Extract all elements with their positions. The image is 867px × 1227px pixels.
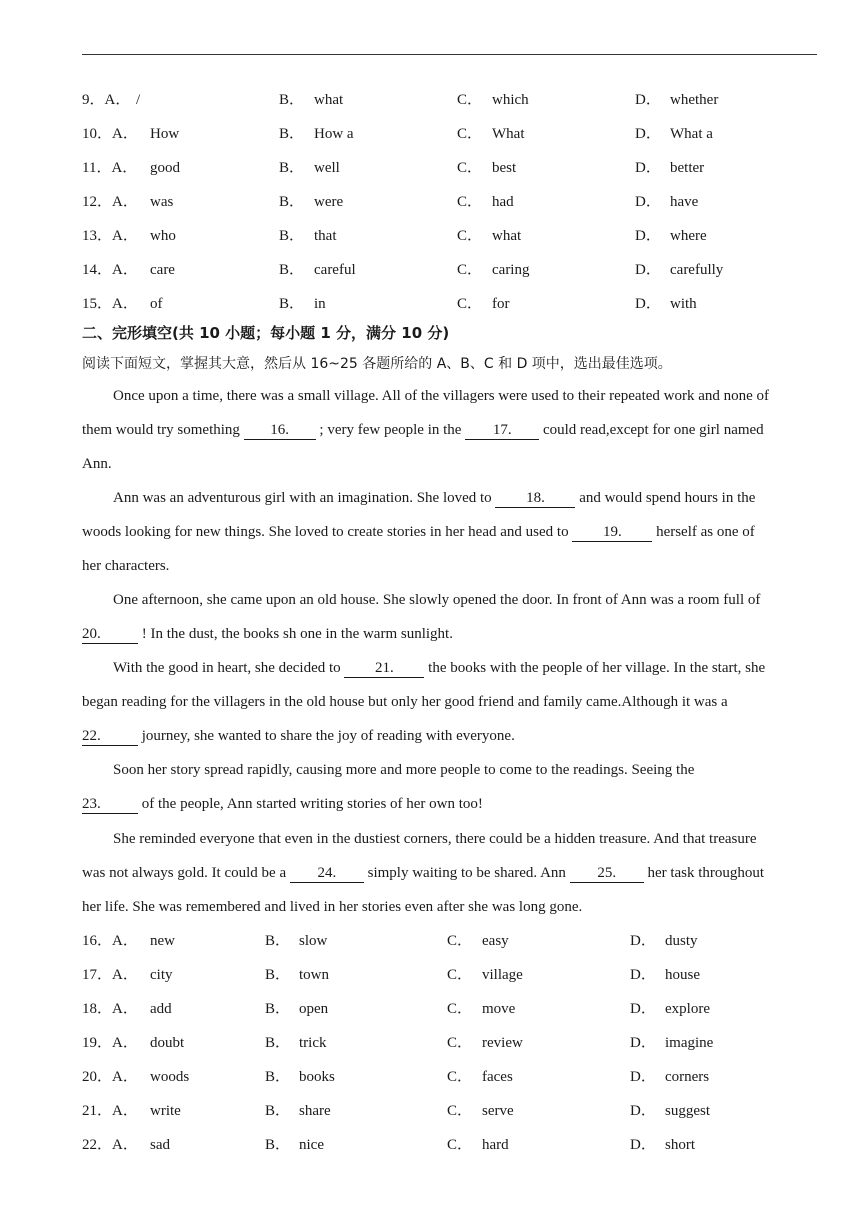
option-b-letter: B． — [279, 92, 305, 108]
option-d[interactable]: better — [670, 160, 705, 176]
blank-17[interactable]: 17. — [465, 421, 539, 440]
question-number: 19．A． — [82, 1035, 138, 1051]
option-b[interactable]: that — [314, 228, 337, 244]
option-a[interactable]: / — [136, 92, 141, 108]
option-c[interactable]: had — [492, 194, 514, 210]
option-b-letter: B． — [265, 1069, 291, 1085]
option-c-letter: C． — [457, 228, 483, 244]
question-row-19 — [0, 1032, 867, 1054]
question-number: 17．A． — [82, 967, 138, 983]
option-c-letter: C． — [457, 92, 483, 108]
option-a[interactable]: How — [150, 126, 180, 142]
option-c[interactable]: move — [482, 1001, 516, 1017]
option-d[interactable]: with — [670, 296, 697, 312]
option-d-letter: D． — [635, 262, 661, 278]
option-c[interactable]: caring — [492, 262, 530, 278]
passage-line: her life. She was remembered and lived in her stories even after she was long gone. — [82, 899, 583, 915]
option-c[interactable]: which — [492, 92, 529, 108]
header-rule — [82, 54, 817, 55]
passage-line: Ann. — [82, 456, 112, 472]
option-c[interactable]: village — [482, 967, 523, 983]
passage-line: 22. journey, she wanted to share the joy of reading with everyone. — [82, 728, 515, 744]
option-b-letter: B． — [279, 194, 305, 210]
question-row-14 — [0, 259, 867, 281]
option-c[interactable]: serve — [482, 1103, 514, 1119]
question-number: 22．A． — [82, 1137, 138, 1153]
option-d-letter: D． — [635, 160, 661, 176]
question-number: 16．A． — [82, 933, 138, 949]
option-a[interactable]: who — [150, 228, 176, 244]
option-c-letter: C． — [447, 933, 473, 949]
passage-line: Soon her story spread rapidly, causing more and more people to come to the readings. Seeing the — [113, 762, 695, 778]
option-b[interactable]: trick — [299, 1035, 327, 1051]
passage-line: 23. of the people, Ann started writing stories of her own too! — [82, 796, 483, 812]
option-c-letter: C． — [447, 967, 473, 983]
option-d[interactable]: have — [670, 194, 699, 210]
question-number: 10．A． — [82, 126, 138, 142]
question-number: 9．A． — [82, 92, 131, 108]
option-a[interactable]: care — [150, 262, 175, 278]
option-c-letter: C． — [447, 1103, 473, 1119]
option-c-letter: C． — [457, 160, 483, 176]
option-d[interactable]: house — [665, 967, 700, 983]
option-b-letter: B． — [265, 1035, 291, 1051]
blank-19[interactable]: 19. — [572, 523, 652, 542]
option-b[interactable]: open — [299, 1001, 329, 1017]
option-d-letter: D． — [630, 1035, 656, 1051]
option-d-letter: D． — [635, 126, 661, 142]
blank-21[interactable]: 21. — [344, 659, 424, 678]
option-a[interactable]: of — [150, 296, 163, 312]
passage-line: woods looking for new things. She loved to create stories in her head and used to 19. herself as one of — [82, 524, 755, 540]
option-b[interactable]: careful — [314, 262, 356, 278]
section-heading: 二、完形填空(共 10 小题；每小题 1 分，满分 10 分) — [82, 324, 450, 342]
option-c-letter: C． — [457, 296, 483, 312]
option-a[interactable]: was — [150, 194, 174, 210]
question-row-20 — [0, 1066, 867, 1088]
blank-25[interactable]: 25. — [570, 864, 644, 883]
option-a[interactable]: add — [150, 1001, 172, 1017]
option-b-letter: B． — [279, 296, 305, 312]
option-d[interactable]: whether — [670, 92, 719, 108]
option-b[interactable]: How a — [314, 126, 354, 142]
option-a[interactable]: sad — [150, 1137, 170, 1153]
blank-20[interactable]: 20. — [82, 625, 138, 644]
blank-16[interactable]: 16. — [244, 421, 316, 440]
question-row-18 — [0, 998, 867, 1020]
question-number: 14．A． — [82, 262, 138, 278]
option-c-letter: C． — [447, 1069, 473, 1085]
question-number: 20．A． — [82, 1069, 138, 1085]
option-c[interactable]: best — [492, 160, 517, 176]
option-c-letter: C． — [447, 1001, 473, 1017]
option-c[interactable]: faces — [482, 1069, 513, 1085]
passage-line: One afternoon, she came upon an old house. She slowly opened the door. In front of Ann was a room full of — [113, 592, 761, 608]
option-a[interactable]: doubt — [150, 1035, 185, 1051]
passage-line: With the good in heart, she decided to 21. the books with the people of her village. In the start, she — [113, 660, 766, 676]
option-d[interactable]: corners — [665, 1069, 710, 1085]
option-d[interactable]: suggest — [665, 1103, 710, 1119]
passage-line: began reading for the villagers in the old house but only her good friend and family came.Although it was a — [82, 694, 728, 710]
passage-line: Ann was an adventurous girl with an imagination. She loved to 18. and would spend hours in the — [113, 490, 756, 506]
question-number: 18．A． — [82, 1001, 138, 1017]
option-d-letter: D． — [630, 1103, 656, 1119]
option-b[interactable]: well — [314, 160, 340, 176]
option-b[interactable]: were — [314, 194, 344, 210]
question-row-10 — [0, 123, 867, 145]
option-d-letter: D． — [630, 1001, 656, 1017]
option-b-letter: B． — [279, 262, 305, 278]
option-a[interactable]: good — [150, 160, 180, 176]
question-row-21 — [0, 1100, 867, 1122]
blank-18[interactable]: 18. — [495, 489, 575, 508]
option-d[interactable]: explore — [665, 1001, 710, 1017]
passage-line: them would try something 16. ; very few people in the 17. could read,except for one girl named — [82, 422, 764, 438]
option-d-letter: D． — [635, 228, 661, 244]
blank-23[interactable]: 23. — [82, 795, 138, 814]
option-a[interactable]: new — [150, 933, 175, 949]
question-row-9 — [0, 89, 867, 111]
passage-line: She reminded everyone that even in the dustiest corners, there could be a hidden treasure. And that treasure — [113, 831, 757, 847]
question-number: 13．A． — [82, 228, 138, 244]
question-number: 12．A． — [82, 194, 138, 210]
option-b-letter: B． — [279, 228, 305, 244]
option-a[interactable]: city — [150, 967, 173, 983]
option-d[interactable]: What a — [670, 126, 713, 142]
option-b[interactable]: books — [299, 1069, 335, 1085]
option-d-letter: D． — [630, 933, 656, 949]
option-b[interactable]: nice — [299, 1137, 324, 1153]
option-b[interactable]: in — [314, 296, 326, 312]
question-number: 15．A． — [82, 296, 138, 312]
question-row-13 — [0, 225, 867, 247]
passage-line: was not always gold. It could be a 24. simply waiting to be shared. Ann 25. her task throughout — [82, 865, 765, 881]
option-b[interactable]: share — [299, 1103, 331, 1119]
option-a[interactable]: woods — [150, 1069, 190, 1085]
option-c[interactable]: for — [492, 296, 510, 312]
blank-24[interactable]: 24. — [290, 864, 364, 883]
passage-line: her characters. — [82, 558, 170, 574]
option-d-letter: D． — [630, 967, 656, 983]
option-b-letter: B． — [265, 1001, 291, 1017]
passage-line: Once upon a time, there was a small village. All of the villagers were used to their repeated work and none of — [113, 388, 770, 404]
question-row-22 — [0, 1134, 867, 1156]
option-c[interactable]: What — [492, 126, 525, 142]
option-b-letter: B． — [265, 933, 291, 949]
option-d-letter: D． — [635, 194, 661, 210]
option-d-letter: D． — [630, 1069, 656, 1085]
option-d[interactable]: imagine — [665, 1035, 714, 1051]
option-b-letter: B． — [279, 160, 305, 176]
option-c[interactable]: hard — [482, 1137, 509, 1153]
option-c[interactable]: easy — [482, 933, 509, 949]
option-d[interactable]: short — [665, 1137, 695, 1153]
option-d-letter: D． — [630, 1137, 656, 1153]
option-c-letter: C． — [447, 1137, 473, 1153]
option-b[interactable]: slow — [299, 933, 328, 949]
option-a[interactable]: write — [150, 1103, 181, 1119]
option-c-letter: C． — [457, 194, 483, 210]
option-d[interactable]: dusty — [665, 933, 698, 949]
option-c-letter: C． — [447, 1035, 473, 1051]
question-row-11 — [0, 157, 867, 179]
option-c[interactable]: review — [482, 1035, 523, 1051]
question-row-12 — [0, 191, 867, 213]
option-c-letter: C． — [457, 126, 483, 142]
passage-line: 20. ! In the dust, the books sh one in the warm sunlight. — [82, 626, 453, 642]
option-b-letter: B． — [279, 126, 305, 142]
option-b[interactable]: town — [299, 967, 329, 983]
question-row-17 — [0, 964, 867, 986]
blank-22[interactable]: 22. — [82, 727, 138, 746]
question-number: 11．A． — [82, 160, 138, 176]
option-b[interactable]: what — [314, 92, 344, 108]
section-instructions: 阅读下面短文，掌握其大意，然后从 16~25 各题所给的 A、B、C 和 D 项中，选出最佳选项。 — [82, 356, 672, 372]
option-d[interactable]: carefully — [670, 262, 724, 278]
option-c-letter: C． — [457, 262, 483, 278]
question-row-16 — [0, 930, 867, 952]
option-b-letter: B． — [265, 967, 291, 983]
option-d-letter: D． — [635, 92, 661, 108]
question-row-15 — [0, 293, 867, 315]
option-c[interactable]: what — [492, 228, 522, 244]
option-d-letter: D． — [635, 296, 661, 312]
question-number: 21．A． — [82, 1103, 138, 1119]
option-d[interactable]: where — [670, 228, 707, 244]
option-b-letter: B． — [265, 1137, 291, 1153]
option-b-letter: B． — [265, 1103, 291, 1119]
